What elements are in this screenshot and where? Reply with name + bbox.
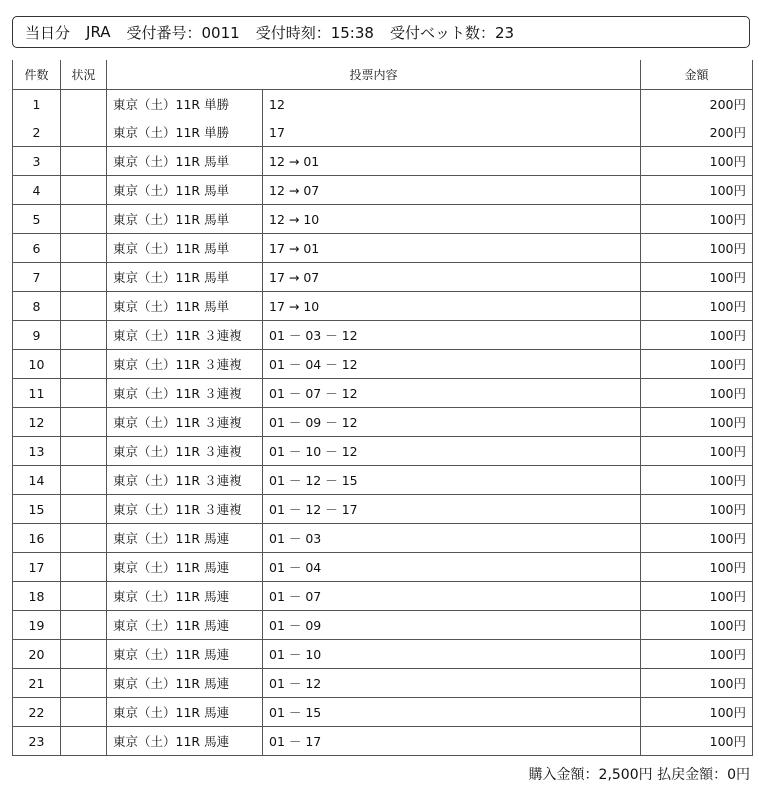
table-row (13, 669, 753, 698)
row-number: 14 (13, 466, 61, 495)
row-combination: 17 → 10 (263, 292, 641, 321)
row-status (61, 524, 107, 553)
day-label: 当日分 (25, 23, 71, 42)
table-header-row (13, 60, 753, 90)
row-race: 東京（土）11R 馬連 (107, 698, 263, 727)
row-amount: 100円 (641, 234, 753, 263)
row-number: 19 (13, 611, 61, 640)
row-amount: 100円 (641, 553, 753, 582)
row-number: 8 (13, 292, 61, 321)
row-race: 東京（土）11R 馬連 (107, 553, 263, 582)
row-combination: 17 → 07 (263, 263, 641, 292)
receipt-header (12, 16, 750, 48)
row-status (61, 350, 107, 379)
row-amount: 100円 (641, 582, 753, 611)
row-status (61, 292, 107, 321)
table-row (13, 437, 753, 466)
row-race: 東京（土）11R 馬連 (107, 727, 263, 756)
row-race: 東京（土）11R 馬連 (107, 524, 263, 553)
receipt-time: 受付時刻：15:38 (255, 23, 374, 42)
row-combination: 01 － 03 (263, 524, 641, 553)
row-race: 東京（土）11R ３連複 (107, 350, 263, 379)
row-number: 7 (13, 263, 61, 292)
row-race: 東京（土）11R ３連複 (107, 321, 263, 350)
row-number: 11 (13, 379, 61, 408)
purchase-total: 購入金額：2,500円 (528, 767, 653, 783)
table-row (13, 147, 753, 176)
row-combination: 01 － 15 (263, 698, 641, 727)
row-combination: 01 － 04 (263, 553, 641, 582)
row-number: 22 (13, 698, 61, 727)
row-number: 13 (13, 437, 61, 466)
row-amount: 100円 (641, 466, 753, 495)
row-amount: 200円 (641, 118, 753, 147)
row-amount: 100円 (641, 147, 753, 176)
table-row (13, 553, 753, 582)
table-row (13, 90, 753, 119)
column-count: 件数 (13, 60, 61, 90)
table-row (13, 118, 753, 147)
bet-count: 受付ベット数：23 (389, 23, 515, 42)
row-race: 東京（土）11R ３連複 (107, 495, 263, 524)
row-amount: 200円 (641, 90, 753, 119)
row-combination: 12 (263, 90, 641, 119)
bet-table (12, 60, 753, 756)
payout-total: 払戻金額：0円 (657, 767, 750, 783)
totals (529, 764, 750, 784)
row-race: 東京（土）11R 馬単 (107, 292, 263, 321)
row-combination: 01 － 12 － 15 (263, 466, 641, 495)
row-race: 東京（土）11R 馬連 (107, 669, 263, 698)
receipt-number: 受付番号：0011 (126, 23, 240, 42)
row-status (61, 727, 107, 756)
row-amount: 100円 (641, 669, 753, 698)
row-amount: 100円 (641, 263, 753, 292)
row-status (61, 466, 107, 495)
row-number: 2 (13, 118, 61, 147)
row-status (61, 640, 107, 669)
row-amount: 100円 (641, 321, 753, 350)
row-number: 15 (13, 495, 61, 524)
row-status (61, 118, 107, 147)
row-race: 東京（土）11R ３連複 (107, 437, 263, 466)
row-status (61, 147, 107, 176)
table-row (13, 611, 753, 640)
table-row (13, 350, 753, 379)
row-combination: 17 (263, 118, 641, 147)
row-race: 東京（土）11R 馬連 (107, 611, 263, 640)
row-amount: 100円 (641, 524, 753, 553)
row-amount: 100円 (641, 379, 753, 408)
table-row (13, 205, 753, 234)
column-status: 状況 (61, 60, 107, 90)
table-row (13, 466, 753, 495)
row-number: 16 (13, 524, 61, 553)
row-status (61, 611, 107, 640)
row-combination: 01 － 10 (263, 640, 641, 669)
row-number: 6 (13, 234, 61, 263)
row-status (61, 582, 107, 611)
row-status (61, 234, 107, 263)
row-amount: 100円 (641, 611, 753, 640)
row-number: 9 (13, 321, 61, 350)
column-amount: 金額 (641, 60, 753, 90)
row-race: 東京（土）11R 馬単 (107, 147, 263, 176)
table-row (13, 263, 753, 292)
row-race: 東京（土）11R 単勝 (107, 118, 263, 147)
row-amount: 100円 (641, 640, 753, 669)
table-row (13, 176, 753, 205)
row-combination: 17 → 01 (263, 234, 641, 263)
row-status (61, 321, 107, 350)
row-status (61, 437, 107, 466)
row-combination: 01 － 12 (263, 669, 641, 698)
row-amount: 100円 (641, 437, 753, 466)
row-amount: 100円 (641, 698, 753, 727)
row-number: 17 (13, 553, 61, 582)
row-amount: 100円 (641, 350, 753, 379)
row-number: 21 (13, 669, 61, 698)
row-combination: 01 － 03 － 12 (263, 321, 641, 350)
row-amount: 100円 (641, 408, 753, 437)
row-number: 23 (13, 727, 61, 756)
row-status (61, 176, 107, 205)
row-number: 4 (13, 176, 61, 205)
table-row (13, 495, 753, 524)
row-status (61, 205, 107, 234)
row-combination: 01 － 17 (263, 727, 641, 756)
table-row (13, 640, 753, 669)
row-number: 5 (13, 205, 61, 234)
table-row (13, 727, 753, 756)
row-number: 3 (13, 147, 61, 176)
column-content: 投票内容 (107, 60, 641, 90)
row-amount: 100円 (641, 727, 753, 756)
table-row (13, 379, 753, 408)
row-amount: 100円 (641, 205, 753, 234)
row-status (61, 495, 107, 524)
row-status (61, 379, 107, 408)
row-race: 東京（土）11R ３連複 (107, 379, 263, 408)
row-combination: 01 － 12 － 17 (263, 495, 641, 524)
row-number: 18 (13, 582, 61, 611)
row-status (61, 263, 107, 292)
row-status (61, 553, 107, 582)
org-label: JRA (86, 23, 111, 41)
row-combination: 01 － 10 － 12 (263, 437, 641, 466)
row-race: 東京（土）11R 単勝 (107, 90, 263, 119)
row-status (61, 90, 107, 119)
row-status (61, 408, 107, 437)
row-race: 東京（土）11R 馬単 (107, 263, 263, 292)
row-race: 東京（土）11R 馬連 (107, 582, 263, 611)
table-row (13, 321, 753, 350)
row-combination: 01 － 09 － 12 (263, 408, 641, 437)
row-number: 10 (13, 350, 61, 379)
row-race: 東京（土）11R ３連複 (107, 466, 263, 495)
row-race: 東京（土）11R 馬単 (107, 234, 263, 263)
table-row (13, 582, 753, 611)
row-combination: 01 － 07 － 12 (263, 379, 641, 408)
row-race: 東京（土）11R 馬単 (107, 176, 263, 205)
row-number: 1 (13, 90, 61, 119)
row-race: 東京（土）11R 馬連 (107, 640, 263, 669)
row-combination: 01 － 04 － 12 (263, 350, 641, 379)
row-number: 12 (13, 408, 61, 437)
row-race: 東京（土）11R 馬単 (107, 205, 263, 234)
row-combination: 12 → 07 (263, 176, 641, 205)
row-race: 東京（土）11R ３連複 (107, 408, 263, 437)
row-amount: 100円 (641, 495, 753, 524)
table-row (13, 408, 753, 437)
table-row (13, 292, 753, 321)
row-combination: 01 － 07 (263, 582, 641, 611)
row-combination: 12 → 01 (263, 147, 641, 176)
row-combination: 01 － 09 (263, 611, 641, 640)
table-row (13, 698, 753, 727)
table-row (13, 234, 753, 263)
row-amount: 100円 (641, 292, 753, 321)
row-status (61, 698, 107, 727)
row-amount: 100円 (641, 176, 753, 205)
row-number: 20 (13, 640, 61, 669)
row-combination: 12 → 10 (263, 205, 641, 234)
row-status (61, 669, 107, 698)
table-row (13, 524, 753, 553)
